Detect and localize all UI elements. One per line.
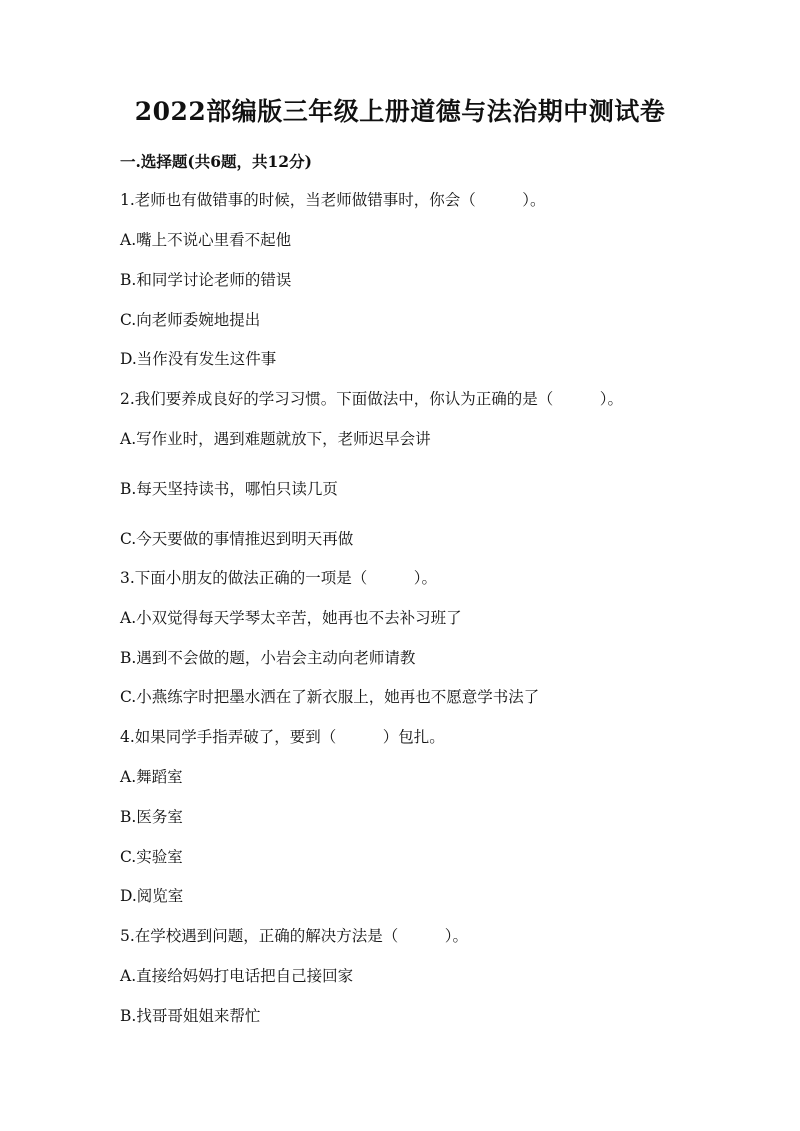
- question-1-option-a: A.嘴上不说心里看不起他: [120, 231, 292, 249]
- question-2-option-b: B.每天坚持读书，哪怕只读几页: [120, 480, 338, 498]
- exam-title: 2022部编版三年级上册道德与法治期中测试卷: [134, 97, 666, 126]
- question-3-option-b: B.遇到不会做的题，小岩会主动向老师请教: [120, 649, 416, 667]
- question-4-option-a: A.舞蹈室: [120, 768, 183, 786]
- question-2-stem: 2.我们要养成良好的学习习惯。下面做法中，你认为正确的是（ ）。: [120, 390, 624, 408]
- question-5-option-a: A.直接给妈妈打电话把自己接回家: [120, 967, 354, 985]
- question-4-option-b: B.医务室: [120, 808, 183, 826]
- question-4-stem: 4.如果同学手指弄破了，要到（ ）包扎。: [120, 728, 445, 746]
- question-3-stem: 3.下面小朋友的做法正确的一项是（ ）。: [120, 569, 438, 587]
- question-4-option-c: C.实验室: [120, 848, 183, 866]
- question-4-option-d: D.阅览室: [120, 887, 184, 905]
- section-heading: 一.选择题(共6题，共12分): [120, 152, 312, 171]
- question-5-stem: 5.在学校遇到问题，正确的解决方法是（ ）。: [120, 927, 469, 945]
- question-2-option-c: C.今天要做的事情推迟到明天再做: [120, 530, 354, 548]
- question-3-option-c: C.小燕练字时把墨水洒在了新衣服上，她再也不愿意学书法了: [120, 688, 540, 706]
- question-2-option-a: A.写作业时，遇到难题就放下，老师迟早会讲: [120, 430, 431, 448]
- question-1-option-b: B.和同学讨论老师的错误: [120, 271, 292, 289]
- question-1-option-d: D.当作没有发生这件事: [120, 350, 277, 368]
- question-3-option-a: A.小双觉得每天学琴太辛苦，她再也不去补习班了: [120, 609, 462, 627]
- question-1-stem: 1.老师也有做错事的时候，当老师做错事时，你会（ ）。: [120, 191, 546, 209]
- question-1-option-c: C.向老师委婉地提出: [120, 311, 261, 329]
- question-5-option-b: B.找哥哥姐姐来帮忙: [120, 1007, 261, 1025]
